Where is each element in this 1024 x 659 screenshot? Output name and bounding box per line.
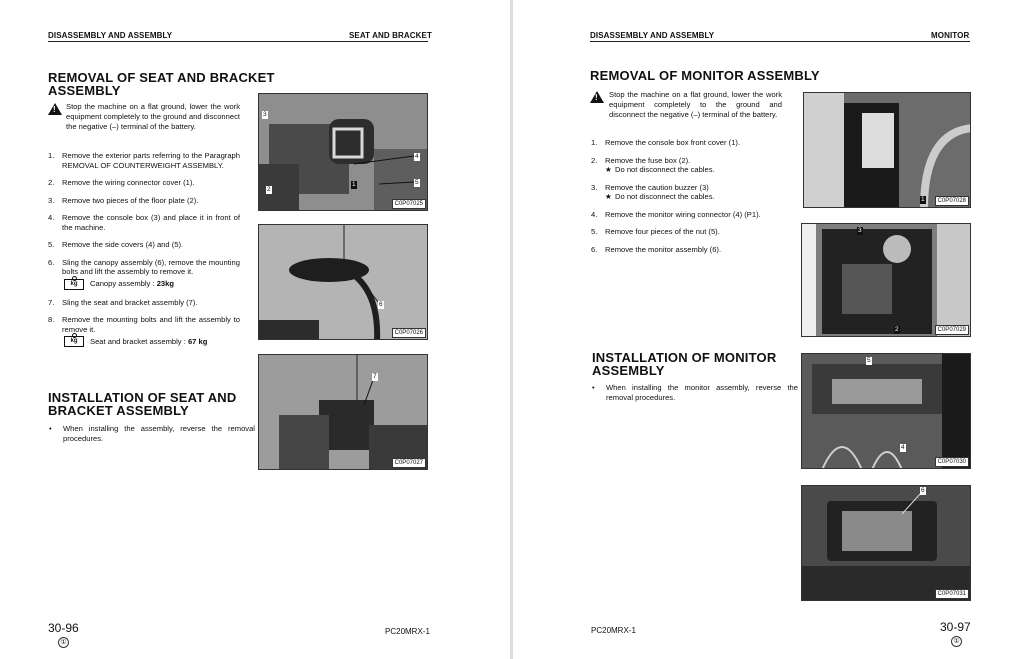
right-step-2: 2. Remove the fuse box (2). ★ Do not disconnect the cables. bbox=[591, 156, 783, 175]
right-step-2-note: ★ Do not disconnect the cables. bbox=[605, 165, 715, 174]
photo-callout: 7 bbox=[373, 373, 377, 380]
right-step-1: 1. Remove the console box front cover (1). bbox=[591, 138, 741, 147]
right-model: PC20MRX-1 bbox=[591, 626, 636, 635]
right-step-6: 6. Remove the monitor assembly (6). bbox=[591, 244, 722, 254]
right-header-section: DISASSEMBLY AND ASSEMBLY bbox=[590, 31, 715, 40]
right-page bbox=[513, 0, 1024, 659]
star-icon: ★ bbox=[605, 192, 612, 201]
photo-seat-bracket bbox=[258, 354, 428, 470]
left-installation-bullet: • When installing the assembly, reverse the removal procedures. bbox=[49, 424, 255, 443]
photo-callout: 4 bbox=[415, 153, 419, 160]
left-step-1: 1. Remove the exterior parts referring to the Paragraph REMOVAL OF COUNTERWEIGHT ASSEMBLY. bbox=[48, 151, 240, 170]
left-step-6: 6. Sling the canopy assembly (6), remove the mounting bolts and lift the assembly to remove it. kg Canopy assembly : 23kg bbox=[48, 257, 240, 289]
photo-callout: 3 bbox=[858, 227, 862, 234]
right-revision-mark: ① bbox=[951, 636, 962, 647]
left-step-4: 4. Remove the console box (3) and place it in front of the machine. bbox=[48, 213, 240, 232]
right-step-5: 5. Remove four pieces of the nut (5). bbox=[591, 227, 720, 236]
left-step-5: 5. Remove the side covers (4) and (5). bbox=[48, 240, 184, 249]
right-steps bbox=[591, 138, 783, 254]
weight-kg-icon: kg bbox=[64, 336, 84, 347]
photo-callout: 6 bbox=[379, 301, 383, 308]
right-page-number: 30-97 bbox=[940, 620, 971, 634]
warning-triangle-icon: ! bbox=[590, 91, 604, 103]
left-steps bbox=[48, 151, 240, 347]
warning-triangle-icon: ! bbox=[48, 103, 62, 115]
left-step-7: 7. Sling the seat and bracket assembly (7). bbox=[48, 297, 198, 307]
canopy-weight: kg Canopy assembly : 23kg bbox=[64, 279, 240, 290]
right-installation-bullet: • When installing the monitor assembly, reverse the removal procedures. bbox=[592, 383, 798, 402]
right-step-3-note: ★ Do not disconnect the cables. bbox=[605, 192, 715, 201]
left-warning-text: Stop the machine on a flat ground, lower the work equipment completely to the ground and disconnect the negative (–) terminal of the battery. bbox=[66, 102, 240, 131]
left-header-topic: SEAT AND BRACKET bbox=[349, 31, 432, 40]
right-installation-title: INSTALLATION OF MONITOR ASSEMBLY bbox=[592, 350, 777, 378]
photo-fuse-box bbox=[801, 223, 971, 337]
right-step-3: 3. Remove the caution buzzer (3) ★ Do not disconnect the cables. bbox=[591, 183, 783, 202]
right-removal-title: REMOVAL OF MONITOR ASSEMBLY bbox=[590, 68, 820, 83]
photo-code: C0P07028 bbox=[935, 196, 969, 206]
left-step-8: 8. Remove the mounting bolts and lift the assembly to remove it. kg Seat and bracket assembly : 67 kg bbox=[48, 315, 240, 346]
photo-code: C0P07026 bbox=[392, 328, 426, 338]
left-header-rule bbox=[48, 41, 428, 42]
left-page bbox=[0, 0, 510, 659]
photo-console-cover bbox=[803, 92, 971, 208]
left-removal-title: REMOVAL OF SEAT AND BRACKET ASSEMBLY bbox=[48, 70, 275, 98]
photo-callout: 5 bbox=[867, 357, 871, 364]
star-icon: ★ bbox=[605, 165, 612, 174]
left-warning bbox=[48, 102, 240, 132]
photo-callout: 2 bbox=[895, 326, 899, 333]
seat-weight: kg Seat and bracket assembly : 67 kg bbox=[64, 336, 240, 347]
right-warning bbox=[590, 90, 782, 120]
right-warning-text: Stop the machine on a flat ground, lower the work equipment completely to the ground and disconnect the negative (–) terminal of the battery. bbox=[609, 90, 782, 119]
photo-canopy bbox=[258, 224, 428, 340]
left-installation-title: INSTALLATION OF SEAT AND BRACKET ASSEMBLY bbox=[48, 390, 237, 418]
photo-callout: 1 bbox=[352, 181, 356, 188]
photo-code: C0P07027 bbox=[392, 458, 426, 468]
left-model: PC20MRX-1 bbox=[385, 627, 430, 636]
photo-code: C0P07030 bbox=[935, 457, 969, 467]
photo-callout: 1 bbox=[921, 196, 925, 203]
photo-code: C0P07029 bbox=[935, 325, 969, 335]
photo-seat-console bbox=[258, 93, 428, 211]
photo-code: C0P07025 bbox=[392, 199, 426, 209]
left-header-section: DISASSEMBLY AND ASSEMBLY bbox=[48, 31, 173, 40]
right-header-topic: MONITOR bbox=[931, 31, 970, 40]
right-step-4: 4. Remove the monitor wiring connector (4) (P1). bbox=[591, 209, 761, 219]
photo-callout: 6 bbox=[921, 487, 925, 494]
weight-kg-icon: kg bbox=[64, 279, 84, 290]
photo-callout: 3 bbox=[263, 111, 267, 118]
left-step-2: 2. Remove the wiring connector cover (1). bbox=[48, 178, 195, 187]
photo-code: C0P07031 bbox=[935, 589, 969, 599]
left-step-3: 3. Remove two pieces of the floor plate (2). bbox=[48, 195, 199, 205]
photo-callout: 4 bbox=[901, 444, 905, 451]
left-page-number: 30-96 bbox=[48, 621, 79, 635]
left-revision-mark: ① bbox=[58, 637, 69, 648]
photo-callout: 5 bbox=[415, 179, 419, 186]
photo-monitor-connector bbox=[801, 353, 971, 469]
right-header-rule bbox=[590, 41, 970, 42]
photo-monitor-assembly bbox=[801, 485, 971, 601]
photo-callout: 2 bbox=[267, 186, 271, 193]
